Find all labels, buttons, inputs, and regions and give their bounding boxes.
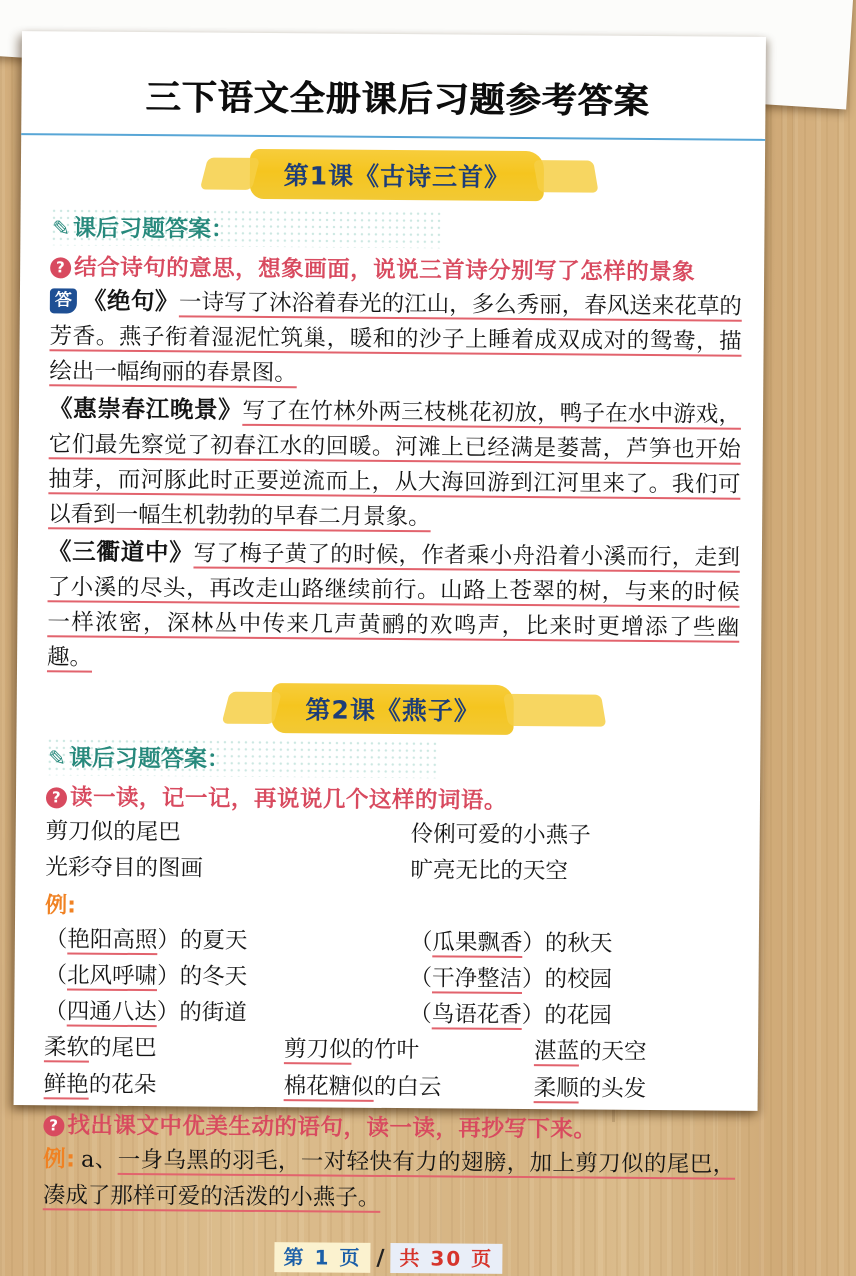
question-text: 读一读，记一记，再说说几个这样的词语。 xyxy=(69,784,508,814)
paren-item: （干净整洁）的校园 xyxy=(409,965,613,993)
example-sentence xyxy=(43,1141,736,1218)
filled-word: 北风呼啸 xyxy=(67,962,158,990)
filled-word: 瓜果飘香 xyxy=(432,929,523,957)
word-item: 剪刀似的尾巴 xyxy=(45,818,181,846)
answer-text: 写了在竹林外两三枝桃花初放，鸭子在水中游戏，它们最先察觉了初春江水的回暖。河滩上已经满是蒌蒿，芦笋也开始抽芽，而河豚此时正要逆流而上，从大海回游到江河里来了。我们可以看到一幅生机勃勃的早春二月景象。 xyxy=(48,397,742,531)
question-icon: ? xyxy=(50,257,71,278)
paren-item: （四通八达）的街道 xyxy=(44,998,247,1026)
question-text: 结合诗句的意思，想象画面，说说三首诗分别写了怎样的景象 xyxy=(74,254,696,286)
phrase-item: 湛蓝的天空 xyxy=(533,1038,647,1066)
filled-word: 艳阳高照 xyxy=(67,926,158,954)
page-footer xyxy=(42,1239,734,1273)
example-label: 例: xyxy=(45,893,77,919)
answers-label xyxy=(50,207,442,248)
answers-label-text: 课后习题答案： xyxy=(72,215,235,243)
example-text: 一身乌黑的羽毛，一对轻快有力的翅膀，加上剪刀似的尾巴，凑成了那样可爱的活泼的小燕子。 xyxy=(42,1146,736,1211)
poem-title: 《三衢道中》 xyxy=(47,537,194,567)
answers-label xyxy=(46,737,438,778)
phrase-grid xyxy=(44,1029,737,1108)
question-line xyxy=(43,1107,735,1144)
paren-item: （鸟语花香）的花园 xyxy=(409,1001,612,1029)
paren-item: （北风呼啸）的冬天 xyxy=(44,962,248,990)
paren-word-rows xyxy=(44,921,737,1034)
word-item: 光彩夺目的图画 xyxy=(45,854,204,882)
pencil-icon: ✎ xyxy=(48,746,67,771)
worksheet-page xyxy=(14,31,766,1271)
phrase-item: 鲜艳的花朵 xyxy=(43,1071,157,1099)
phrase-item: 柔软的尾巴 xyxy=(43,1034,157,1062)
page-separator: / xyxy=(376,1245,385,1271)
filled-word: 四通八达 xyxy=(66,998,157,1026)
phrase-item: 柔顺的头发 xyxy=(533,1075,647,1103)
answer-paragraph xyxy=(48,391,741,537)
title-divider xyxy=(21,133,765,141)
answers-label-text: 课后习题答案： xyxy=(68,745,231,773)
total-pages-badge: 共 30 页 xyxy=(390,1243,502,1274)
filled-word: 鸟语花香 xyxy=(431,1001,522,1029)
question-text: 找出课文中优美生动的语句，读一读，再抄写下来。 xyxy=(67,1112,597,1143)
example-label: 例: xyxy=(43,1146,76,1173)
pencil-icon: ✎ xyxy=(52,216,71,241)
section2-header-wrap xyxy=(47,681,739,736)
section2-header: 第2课《燕子》 xyxy=(271,683,514,735)
example-prefix: a、 xyxy=(80,1146,118,1173)
word-item: 伶俐可爱的小燕子 xyxy=(410,821,591,849)
answer-paragraph xyxy=(47,534,740,680)
answer-paragraph xyxy=(49,283,742,394)
phrase-item: 剪刀似的竹叶 xyxy=(283,1036,420,1064)
word-pair-row xyxy=(45,813,738,890)
poem-title: 《绝句》 xyxy=(82,286,180,316)
paren-item: （瓜果飘香）的秋天 xyxy=(409,929,613,957)
question-icon: ? xyxy=(46,787,67,808)
section1-header-wrap xyxy=(51,147,743,202)
poem-title: 《惠崇春江晚景》 xyxy=(48,394,243,424)
filled-word: 干净整洁 xyxy=(431,965,523,993)
answer-text: 一诗写了沐浴着春光的江山，多么秀丽，春风送来花草的芳香。燕子衔着湿泥忙筑巢，暖和的沙子上睡着成双成对的鸳鸯，描绘出一幅绚丽的春景图。 xyxy=(49,289,742,387)
answer-badge: 答 xyxy=(50,288,77,313)
section1-header: 第1课《古诗三首》 xyxy=(249,149,544,201)
question-line xyxy=(50,249,742,286)
page-title: 三下语文全册课后习题参考答案 xyxy=(145,77,650,123)
word-item: 旷亮无比的天空 xyxy=(410,857,569,885)
paren-item: （艳阳高照）的夏天 xyxy=(44,926,248,954)
phrase-item: 棉花糖似的白云 xyxy=(283,1073,442,1101)
answer-text: 写了梅子黄了的时候，作者乘小舟沿着小溪而行，走到了小溪的尽头，再改走山路继续前行。山路上苍翠的树，与来的时候一样浓密，深林丛中传来几声黄鹂的欢鸣声，比来时更增添了些幽趣。 xyxy=(46,540,740,671)
current-page-badge: 第 1 页 xyxy=(274,1242,370,1273)
question-icon: ? xyxy=(43,1115,64,1136)
question-line xyxy=(46,779,738,816)
